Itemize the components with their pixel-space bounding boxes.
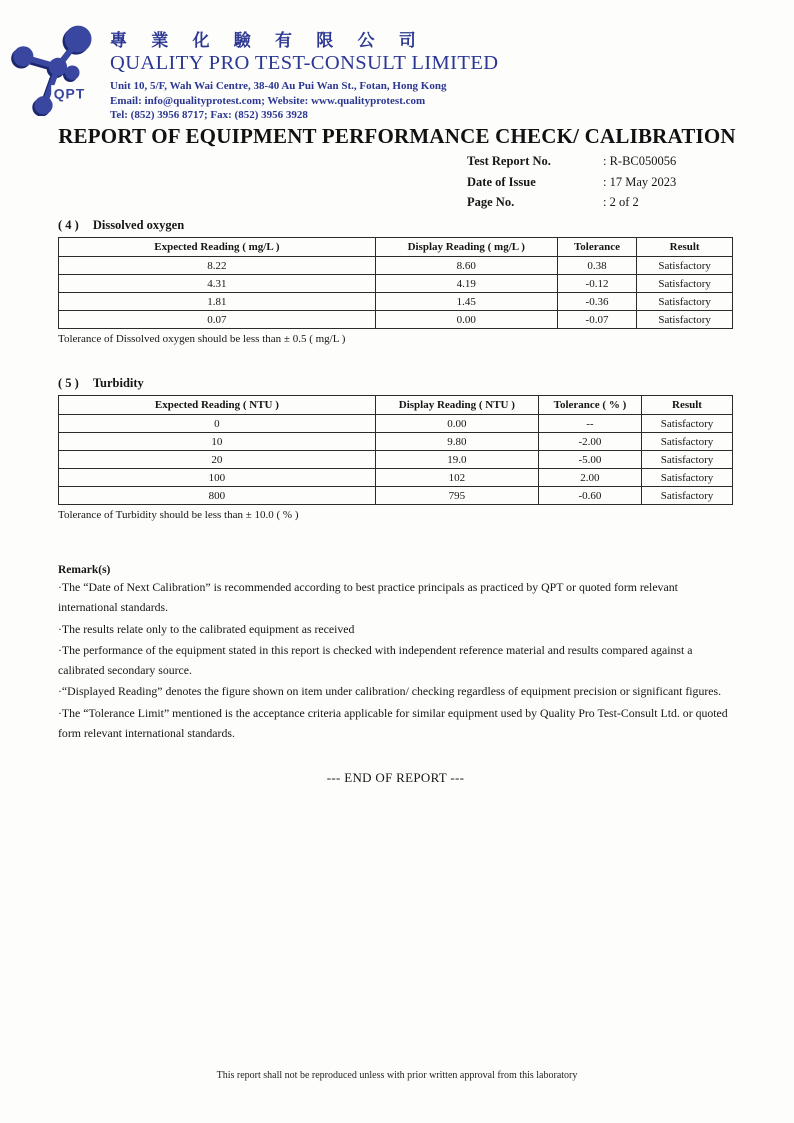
table-row [59, 451, 733, 469]
table-row [59, 415, 733, 433]
result-cell: Satisfactory [637, 293, 733, 311]
remark-item: ·The “Date of Next Calibration” is recommended according to best practice principals as practiced by QPT or quoted form relevant international standards. [58, 580, 678, 615]
table-row [59, 293, 733, 311]
display-reading-cell: 0.00 [375, 311, 557, 329]
footer-disclaimer: This report shall not be reproduced unless with prior written approval from this laboratory [216, 1070, 578, 1081]
page-no-value: : 2 of 2 [603, 195, 639, 209]
column-header: Result [637, 238, 733, 257]
letterhead [8, 12, 498, 123]
table-header-row [59, 396, 733, 415]
date-of-issue-value: : 17 May 2023 [603, 174, 677, 189]
remark-item: ·The “Tolerance Limit” mentioned is the acceptance criteria applicable for similar equipment used by Quality Pro Test-Consult Ltd. or quoted form relevant international standards. [58, 705, 728, 740]
company-name-english: QUALITY PRO TEST-CONSULT LIMITED [110, 52, 499, 74]
section-heading-dissolved-oxygen [58, 218, 733, 233]
display-reading-cell: 8.60 [375, 257, 557, 275]
display-reading-cell: 4.19 [375, 275, 557, 293]
section-number: ( 5 ) [58, 376, 79, 390]
tolerance-cell: 2.00 [538, 469, 641, 487]
column-header: Display Reading ( mg/L ) [375, 238, 557, 257]
column-header: Display Reading ( NTU ) [375, 396, 538, 415]
remark-item: ·“Displayed Reading” denotes the figure shown on item under calibration/ checking regardless of equipment precision or significant figures. [58, 684, 722, 699]
display-reading-cell: 0.00 [375, 415, 538, 433]
result-cell: Satisfactory [641, 451, 732, 469]
report-body [58, 218, 733, 786]
table-row [59, 257, 733, 275]
report-info-block [467, 151, 676, 213]
company-email-website: Email: info@qualityprotest.com; Website: www.qualityprotest.com [110, 94, 426, 107]
display-reading-cell: 1.45 [375, 293, 557, 311]
section-number: ( 4 ) [58, 218, 79, 232]
test-report-no-label: Test Report No. [467, 154, 551, 168]
result-cell: Satisfactory [641, 487, 732, 505]
display-reading-cell: 9.80 [375, 433, 538, 451]
end-of-report-marker: --- END OF REPORT --- [326, 770, 465, 786]
expected-reading-cell: 10 [59, 433, 376, 451]
dissolved-oxygen-tolerance-note: Tolerance of Dissolved oxygen should be less than ± 0.5 ( mg/L ) [58, 333, 346, 345]
tolerance-cell: 0.38 [557, 257, 637, 275]
qpt-molecule-logo-icon [8, 12, 104, 116]
company-tel-fax: Tel: (852) 3956 8717; Fax: (852) 3956 3928 [110, 109, 308, 122]
report-info-row [467, 151, 676, 172]
logo-text: QPT [53, 85, 86, 102]
result-cell: Satisfactory [641, 433, 732, 451]
turbidity-tolerance-note: Tolerance of Turbidity should be less than ± 10.0 ( % ) [58, 509, 299, 521]
table-row [59, 433, 733, 451]
remark-item: ·The results relate only to the calibrated equipment as received [58, 621, 355, 636]
table-row [59, 311, 733, 329]
table-header-row [59, 238, 733, 257]
tolerance-cell: -- [538, 415, 641, 433]
expected-reading-cell: 800 [59, 487, 376, 505]
display-reading-cell: 795 [375, 487, 538, 505]
expected-reading-cell: 100 [59, 469, 376, 487]
remark-item: ·The performance of the equipment stated in this report is checked with independent reference material and results compared against a calibrated secondary source. [58, 642, 693, 678]
result-cell: Satisfactory [637, 257, 733, 275]
test-report-no-value: : R-BC050056 [603, 154, 677, 168]
column-header: Result [641, 396, 732, 415]
column-header: Expected Reading ( NTU ) [59, 396, 376, 415]
result-cell: Satisfactory [641, 469, 732, 487]
remarks-section [58, 564, 733, 743]
tolerance-cell: -0.12 [557, 275, 637, 293]
report-title: REPORT OF EQUIPMENT PERFORMANCE CHECK/ CALIBRATION [58, 124, 736, 148]
page-no-label: Page No. [467, 195, 515, 209]
company-address: Unit 10, 5/F, Wah Wai Centre, 38-40 Au Pui Wan St., Fotan, Hong Kong [110, 80, 447, 92]
expected-reading-cell: 1.81 [59, 293, 376, 311]
turbidity-table [58, 395, 733, 505]
section-title: Dissolved oxygen [92, 218, 185, 232]
company-address-block [110, 79, 498, 123]
tolerance-cell: -0.60 [538, 487, 641, 505]
display-reading-cell: 19.0 [375, 451, 538, 469]
company-name-chinese: 專 業 化 驗 有 限 公 司 [110, 31, 426, 50]
tolerance-cell: -5.00 [538, 451, 641, 469]
tolerance-cell: -0.07 [557, 311, 637, 329]
section-heading-turbidity [58, 376, 733, 391]
expected-reading-cell: 4.31 [59, 275, 376, 293]
result-cell: Satisfactory [637, 275, 733, 293]
column-header: Expected Reading ( mg/L ) [59, 238, 376, 257]
report-info-row [467, 172, 676, 193]
tolerance-cell: -2.00 [538, 433, 641, 451]
column-header: Tolerance [557, 238, 637, 257]
tolerance-cell: -0.36 [557, 293, 637, 311]
date-of-issue-label: Date of Issue [467, 174, 536, 189]
section-title: Turbidity [92, 376, 144, 390]
display-reading-cell: 102 [375, 469, 538, 487]
column-header: Tolerance ( % ) [538, 396, 641, 415]
table-row [59, 275, 733, 293]
table-row [59, 487, 733, 505]
remarks-heading: Remark(s) [58, 564, 111, 576]
result-cell: Satisfactory [641, 415, 732, 433]
expected-reading-cell: 20 [59, 451, 376, 469]
report-info-row [467, 192, 676, 213]
dissolved-oxygen-table [58, 237, 733, 329]
expected-reading-cell: 0 [59, 415, 376, 433]
company-info-block [110, 26, 498, 123]
result-cell: Satisfactory [637, 311, 733, 329]
table-row [59, 469, 733, 487]
expected-reading-cell: 8.22 [59, 257, 376, 275]
expected-reading-cell: 0.07 [59, 311, 376, 329]
